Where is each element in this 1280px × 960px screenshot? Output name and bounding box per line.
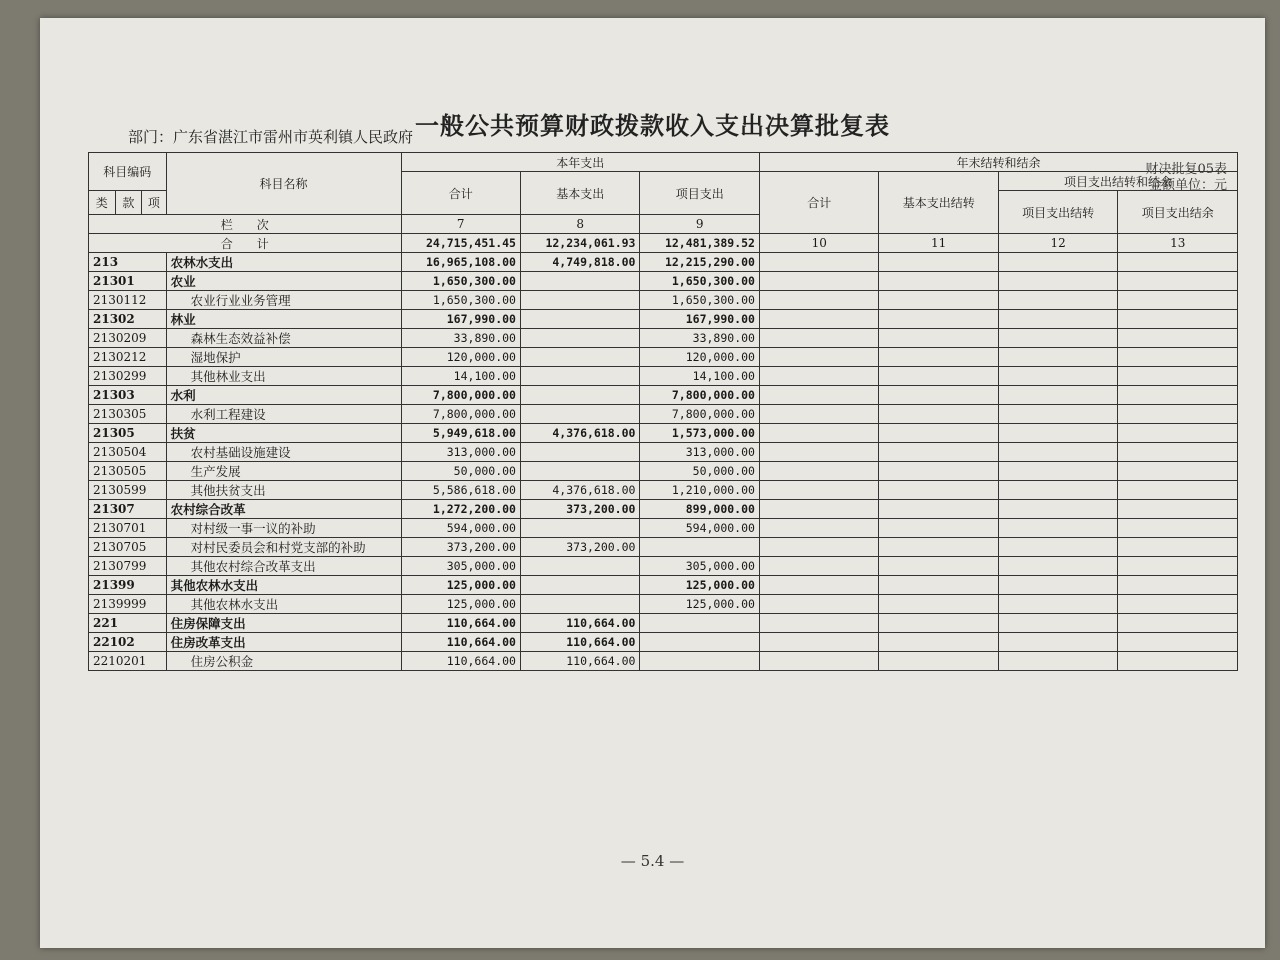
table-row	[89, 386, 1238, 405]
row-ye-project-carry	[998, 462, 1117, 481]
row-ye-basic	[879, 405, 998, 424]
row-basic	[520, 386, 639, 405]
row-code: 2210201	[89, 652, 167, 671]
row-project	[640, 633, 760, 652]
table-row	[89, 310, 1238, 329]
row-ye-project-surplus	[1118, 291, 1238, 310]
row-name: 其他扶贫支出	[166, 481, 401, 500]
row-ye-project-carry	[998, 614, 1117, 633]
row-ye-basic	[879, 614, 998, 633]
row-ye-project-carry	[998, 348, 1117, 367]
row-ye-total	[759, 367, 878, 386]
row-basic: 4,376,618.00	[520, 481, 639, 500]
header-lanci: 栏 次	[89, 215, 402, 234]
row-project	[640, 652, 760, 671]
row-total: 1,650,300.00	[401, 291, 520, 310]
row-code: 21301	[89, 272, 167, 291]
row-basic	[520, 519, 639, 538]
row-basic	[520, 443, 639, 462]
table-row	[89, 557, 1238, 576]
row-ye-project-surplus	[1118, 348, 1238, 367]
row-ye-basic	[879, 652, 998, 671]
page-number: — 5.4 —	[620, 852, 685, 870]
row-ye-project-carry	[998, 329, 1117, 348]
row-ye-basic	[879, 481, 998, 500]
row-ye-basic	[879, 443, 998, 462]
row-code: 2130504	[89, 443, 167, 462]
amount-unit: 金额单位：元	[1148, 178, 1227, 193]
grand-total: 24,715,451.45	[401, 234, 520, 253]
row-ye-project-carry	[998, 272, 1117, 291]
row-ye-total	[759, 519, 878, 538]
row-ye-basic	[879, 557, 998, 576]
row-name: 对村级一事一议的补助	[166, 519, 401, 538]
row-total: 167,990.00	[401, 310, 520, 329]
row-ye-total	[759, 386, 878, 405]
header-ye-project-group: 项目支出结转和结余	[998, 172, 1237, 191]
row-ye-total	[759, 310, 878, 329]
table-row	[89, 595, 1238, 614]
row-ye-project-surplus	[1118, 538, 1238, 557]
row-code: 2130212	[89, 348, 167, 367]
row-name: 对村民委员会和村党支部的补助	[166, 538, 401, 557]
header-code: 科目编码	[89, 153, 167, 191]
header-ye-total: 合计	[759, 172, 878, 234]
row-project	[640, 614, 760, 633]
table-row	[89, 329, 1238, 348]
row-name: 农业行业业务管理	[166, 291, 401, 310]
row-ye-project-carry	[998, 405, 1117, 424]
row-project: 305,000.00	[640, 557, 760, 576]
row-project	[640, 538, 760, 557]
header-total: 合计	[401, 172, 520, 215]
row-basic	[520, 329, 639, 348]
row-code: 2130209	[89, 329, 167, 348]
row-name: 住房公积金	[166, 652, 401, 671]
row-code: 21305	[89, 424, 167, 443]
header-lei: 类	[89, 191, 116, 215]
row-ye-project-surplus	[1118, 310, 1238, 329]
row-ye-basic	[879, 424, 998, 443]
header-ye-project-surplus: 项目支出结余	[1118, 191, 1238, 234]
table-row	[89, 443, 1238, 462]
table-row	[89, 462, 1238, 481]
row-name: 扶贫	[166, 424, 401, 443]
row-total: 120,000.00	[401, 348, 520, 367]
row-project: 1,210,000.00	[640, 481, 760, 500]
row-name: 其他农村综合改革支出	[166, 557, 401, 576]
table-row	[89, 500, 1238, 519]
row-code: 2130299	[89, 367, 167, 386]
row-total: 1,650,300.00	[401, 272, 520, 291]
row-ye-total	[759, 462, 878, 481]
row-ye-total	[759, 538, 878, 557]
header-heji: 合 计	[89, 234, 402, 253]
row-project: 1,650,300.00	[640, 291, 760, 310]
row-ye-project-carry	[998, 253, 1117, 272]
row-name: 住房改革支出	[166, 633, 401, 652]
row-name: 林业	[166, 310, 401, 329]
row-ye-total	[759, 272, 878, 291]
row-code: 221	[89, 614, 167, 633]
row-ye-project-surplus	[1118, 481, 1238, 500]
row-ye-basic	[879, 633, 998, 652]
row-ye-project-surplus	[1118, 272, 1238, 291]
row-total: 594,000.00	[401, 519, 520, 538]
table-row	[89, 424, 1238, 443]
row-basic	[520, 576, 639, 595]
row-total: 33,890.00	[401, 329, 520, 348]
col-number-8: 8	[520, 215, 639, 234]
row-basic: 4,376,618.00	[520, 424, 639, 443]
row-ye-project-carry	[998, 538, 1117, 557]
row-ye-project-carry	[998, 652, 1117, 671]
row-basic	[520, 310, 639, 329]
row-ye-basic	[879, 329, 998, 348]
row-project: 899,000.00	[640, 500, 760, 519]
row-ye-project-surplus	[1118, 576, 1238, 595]
table-row	[89, 614, 1238, 633]
table-row	[89, 405, 1238, 424]
row-ye-basic	[879, 291, 998, 310]
row-ye-project-carry	[998, 481, 1117, 500]
row-ye-project-carry	[998, 557, 1117, 576]
row-ye-project-surplus	[1118, 253, 1238, 272]
row-ye-basic	[879, 310, 998, 329]
row-ye-project-carry	[998, 443, 1117, 462]
row-code: 2130112	[89, 291, 167, 310]
row-name: 其他农林水支出	[166, 595, 401, 614]
table-row	[89, 633, 1238, 652]
row-ye-total	[759, 500, 878, 519]
row-ye-total	[759, 614, 878, 633]
row-ye-project-carry	[998, 633, 1117, 652]
grand-total-project: 12,481,389.52	[640, 234, 760, 253]
row-basic	[520, 557, 639, 576]
row-code: 2130599	[89, 481, 167, 500]
row-project: 33,890.00	[640, 329, 760, 348]
row-project: 12,215,290.00	[640, 253, 760, 272]
row-code: 2139999	[89, 595, 167, 614]
row-ye-project-carry	[998, 519, 1117, 538]
row-ye-basic	[879, 386, 998, 405]
row-ye-total	[759, 348, 878, 367]
row-project: 167,990.00	[640, 310, 760, 329]
row-ye-project-surplus	[1118, 462, 1238, 481]
row-total: 7,800,000.00	[401, 405, 520, 424]
row-total: 110,664.00	[401, 652, 520, 671]
row-ye-total	[759, 576, 878, 595]
row-total: 125,000.00	[401, 576, 520, 595]
header-name: 科目名称	[166, 153, 401, 215]
table-row	[89, 652, 1238, 671]
header-xiang: 项	[142, 191, 167, 215]
table-container	[88, 152, 1238, 671]
row-total: 110,664.00	[401, 614, 520, 633]
row-total: 373,200.00	[401, 538, 520, 557]
row-ye-project-surplus	[1118, 614, 1238, 633]
row-ye-project-carry	[998, 500, 1117, 519]
header-ye-project-carry: 项目支出结转	[998, 191, 1117, 234]
row-ye-project-carry	[998, 367, 1117, 386]
row-ye-basic	[879, 272, 998, 291]
row-name: 住房保障支出	[166, 614, 401, 633]
row-ye-project-surplus	[1118, 367, 1238, 386]
row-project: 594,000.00	[640, 519, 760, 538]
grand-total-basic: 12,234,061.93	[520, 234, 639, 253]
row-ye-basic	[879, 576, 998, 595]
row-ye-total	[759, 443, 878, 462]
row-ye-total	[759, 291, 878, 310]
row-ye-project-carry	[998, 291, 1117, 310]
row-ye-basic	[879, 348, 998, 367]
row-basic	[520, 348, 639, 367]
row-code: 2130305	[89, 405, 167, 424]
row-ye-project-carry	[998, 386, 1117, 405]
page-title: 一般公共预算财政拨款收入支出决算批复表	[415, 111, 890, 140]
header-project: 项目支出	[640, 172, 760, 215]
row-code: 2130799	[89, 557, 167, 576]
table-row	[89, 576, 1238, 595]
row-total: 313,000.00	[401, 443, 520, 462]
row-ye-project-surplus	[1118, 500, 1238, 519]
row-project: 120,000.00	[640, 348, 760, 367]
row-ye-basic	[879, 500, 998, 519]
row-name: 生产发展	[166, 462, 401, 481]
row-ye-basic	[879, 519, 998, 538]
row-total: 5,949,618.00	[401, 424, 520, 443]
row-ye-total	[759, 481, 878, 500]
form-number: 财决批复05表	[1145, 162, 1227, 177]
row-project: 1,650,300.00	[640, 272, 760, 291]
row-name: 湿地保护	[166, 348, 401, 367]
row-basic	[520, 367, 639, 386]
row-name: 农林水支出	[166, 253, 401, 272]
row-basic: 110,664.00	[520, 652, 639, 671]
row-ye-project-carry	[998, 576, 1117, 595]
row-name: 农村基础设施建设	[166, 443, 401, 462]
row-code: 21399	[89, 576, 167, 595]
row-name: 森林生态效益补偿	[166, 329, 401, 348]
row-project: 50,000.00	[640, 462, 760, 481]
col-number-12: 12	[998, 234, 1117, 253]
header-kuan: 款	[115, 191, 142, 215]
row-ye-project-surplus	[1118, 424, 1238, 443]
row-code: 213	[89, 253, 167, 272]
row-basic: 373,200.00	[520, 538, 639, 557]
row-name: 农村综合改革	[166, 500, 401, 519]
budget-table	[88, 152, 1238, 671]
row-ye-total	[759, 405, 878, 424]
row-ye-total	[759, 595, 878, 614]
row-ye-total	[759, 633, 878, 652]
row-basic: 4,749,818.00	[520, 253, 639, 272]
row-code: 2130505	[89, 462, 167, 481]
row-basic	[520, 405, 639, 424]
row-ye-project-surplus	[1118, 557, 1238, 576]
row-ye-project-surplus	[1118, 405, 1238, 424]
row-code: 21302	[89, 310, 167, 329]
row-total: 5,586,618.00	[401, 481, 520, 500]
row-ye-basic	[879, 253, 998, 272]
row-code: 21307	[89, 500, 167, 519]
row-total: 14,100.00	[401, 367, 520, 386]
row-project: 14,100.00	[640, 367, 760, 386]
row-name: 农业	[166, 272, 401, 291]
row-project: 7,800,000.00	[640, 405, 760, 424]
header-year-end: 年末结转和结余	[759, 153, 1237, 172]
col-number-9: 9	[640, 215, 760, 234]
row-ye-project-surplus	[1118, 519, 1238, 538]
row-basic: 110,664.00	[520, 633, 639, 652]
row-ye-project-surplus	[1118, 595, 1238, 614]
row-basic: 110,664.00	[520, 614, 639, 633]
row-total: 1,272,200.00	[401, 500, 520, 519]
row-ye-project-surplus	[1118, 329, 1238, 348]
row-name: 水利工程建设	[166, 405, 401, 424]
row-ye-total	[759, 253, 878, 272]
row-basic	[520, 272, 639, 291]
col-number-7: 7	[401, 215, 520, 234]
row-ye-basic	[879, 367, 998, 386]
table-row	[89, 272, 1238, 291]
row-code: 21303	[89, 386, 167, 405]
row-project: 1,573,000.00	[640, 424, 760, 443]
row-ye-total	[759, 329, 878, 348]
row-basic	[520, 291, 639, 310]
col-number-10: 10	[759, 234, 878, 253]
row-ye-basic	[879, 538, 998, 557]
table-row	[89, 519, 1238, 538]
row-total: 50,000.00	[401, 462, 520, 481]
row-basic	[520, 595, 639, 614]
row-project: 7,800,000.00	[640, 386, 760, 405]
row-name: 水利	[166, 386, 401, 405]
table-row	[89, 291, 1238, 310]
row-ye-project-carry	[998, 424, 1117, 443]
col-number-11: 11	[879, 234, 998, 253]
header-ye-basic: 基本支出结转	[879, 172, 998, 234]
row-name: 其他农林水支出	[166, 576, 401, 595]
row-ye-project-surplus	[1118, 386, 1238, 405]
table-body	[89, 253, 1238, 671]
row-ye-total	[759, 424, 878, 443]
row-total: 110,664.00	[401, 633, 520, 652]
row-code: 22102	[89, 633, 167, 652]
row-project: 125,000.00	[640, 595, 760, 614]
row-ye-basic	[879, 462, 998, 481]
row-ye-project-carry	[998, 310, 1117, 329]
department-label: 部门：广东省湛江市雷州市英利镇人民政府	[128, 128, 414, 146]
row-ye-total	[759, 557, 878, 576]
row-code: 2130705	[89, 538, 167, 557]
row-ye-project-surplus	[1118, 633, 1238, 652]
row-ye-project-carry	[998, 595, 1117, 614]
table-row	[89, 348, 1238, 367]
row-total: 305,000.00	[401, 557, 520, 576]
header-current-year: 本年支出	[401, 153, 759, 172]
row-ye-basic	[879, 595, 998, 614]
row-name: 其他林业支出	[166, 367, 401, 386]
row-basic	[520, 462, 639, 481]
row-ye-project-surplus	[1118, 652, 1238, 671]
row-ye-total	[759, 652, 878, 671]
row-total: 16,965,108.00	[401, 253, 520, 272]
row-project: 313,000.00	[640, 443, 760, 462]
row-total: 125,000.00	[401, 595, 520, 614]
table-row	[89, 367, 1238, 386]
table-row	[89, 481, 1238, 500]
row-ye-project-surplus	[1118, 443, 1238, 462]
col-number-13: 13	[1118, 234, 1238, 253]
row-total: 7,800,000.00	[401, 386, 520, 405]
header-basic: 基本支出	[520, 172, 639, 215]
row-basic: 373,200.00	[520, 500, 639, 519]
table-row	[89, 253, 1238, 272]
row-code: 2130701	[89, 519, 167, 538]
row-project: 125,000.00	[640, 576, 760, 595]
table-row	[89, 538, 1238, 557]
